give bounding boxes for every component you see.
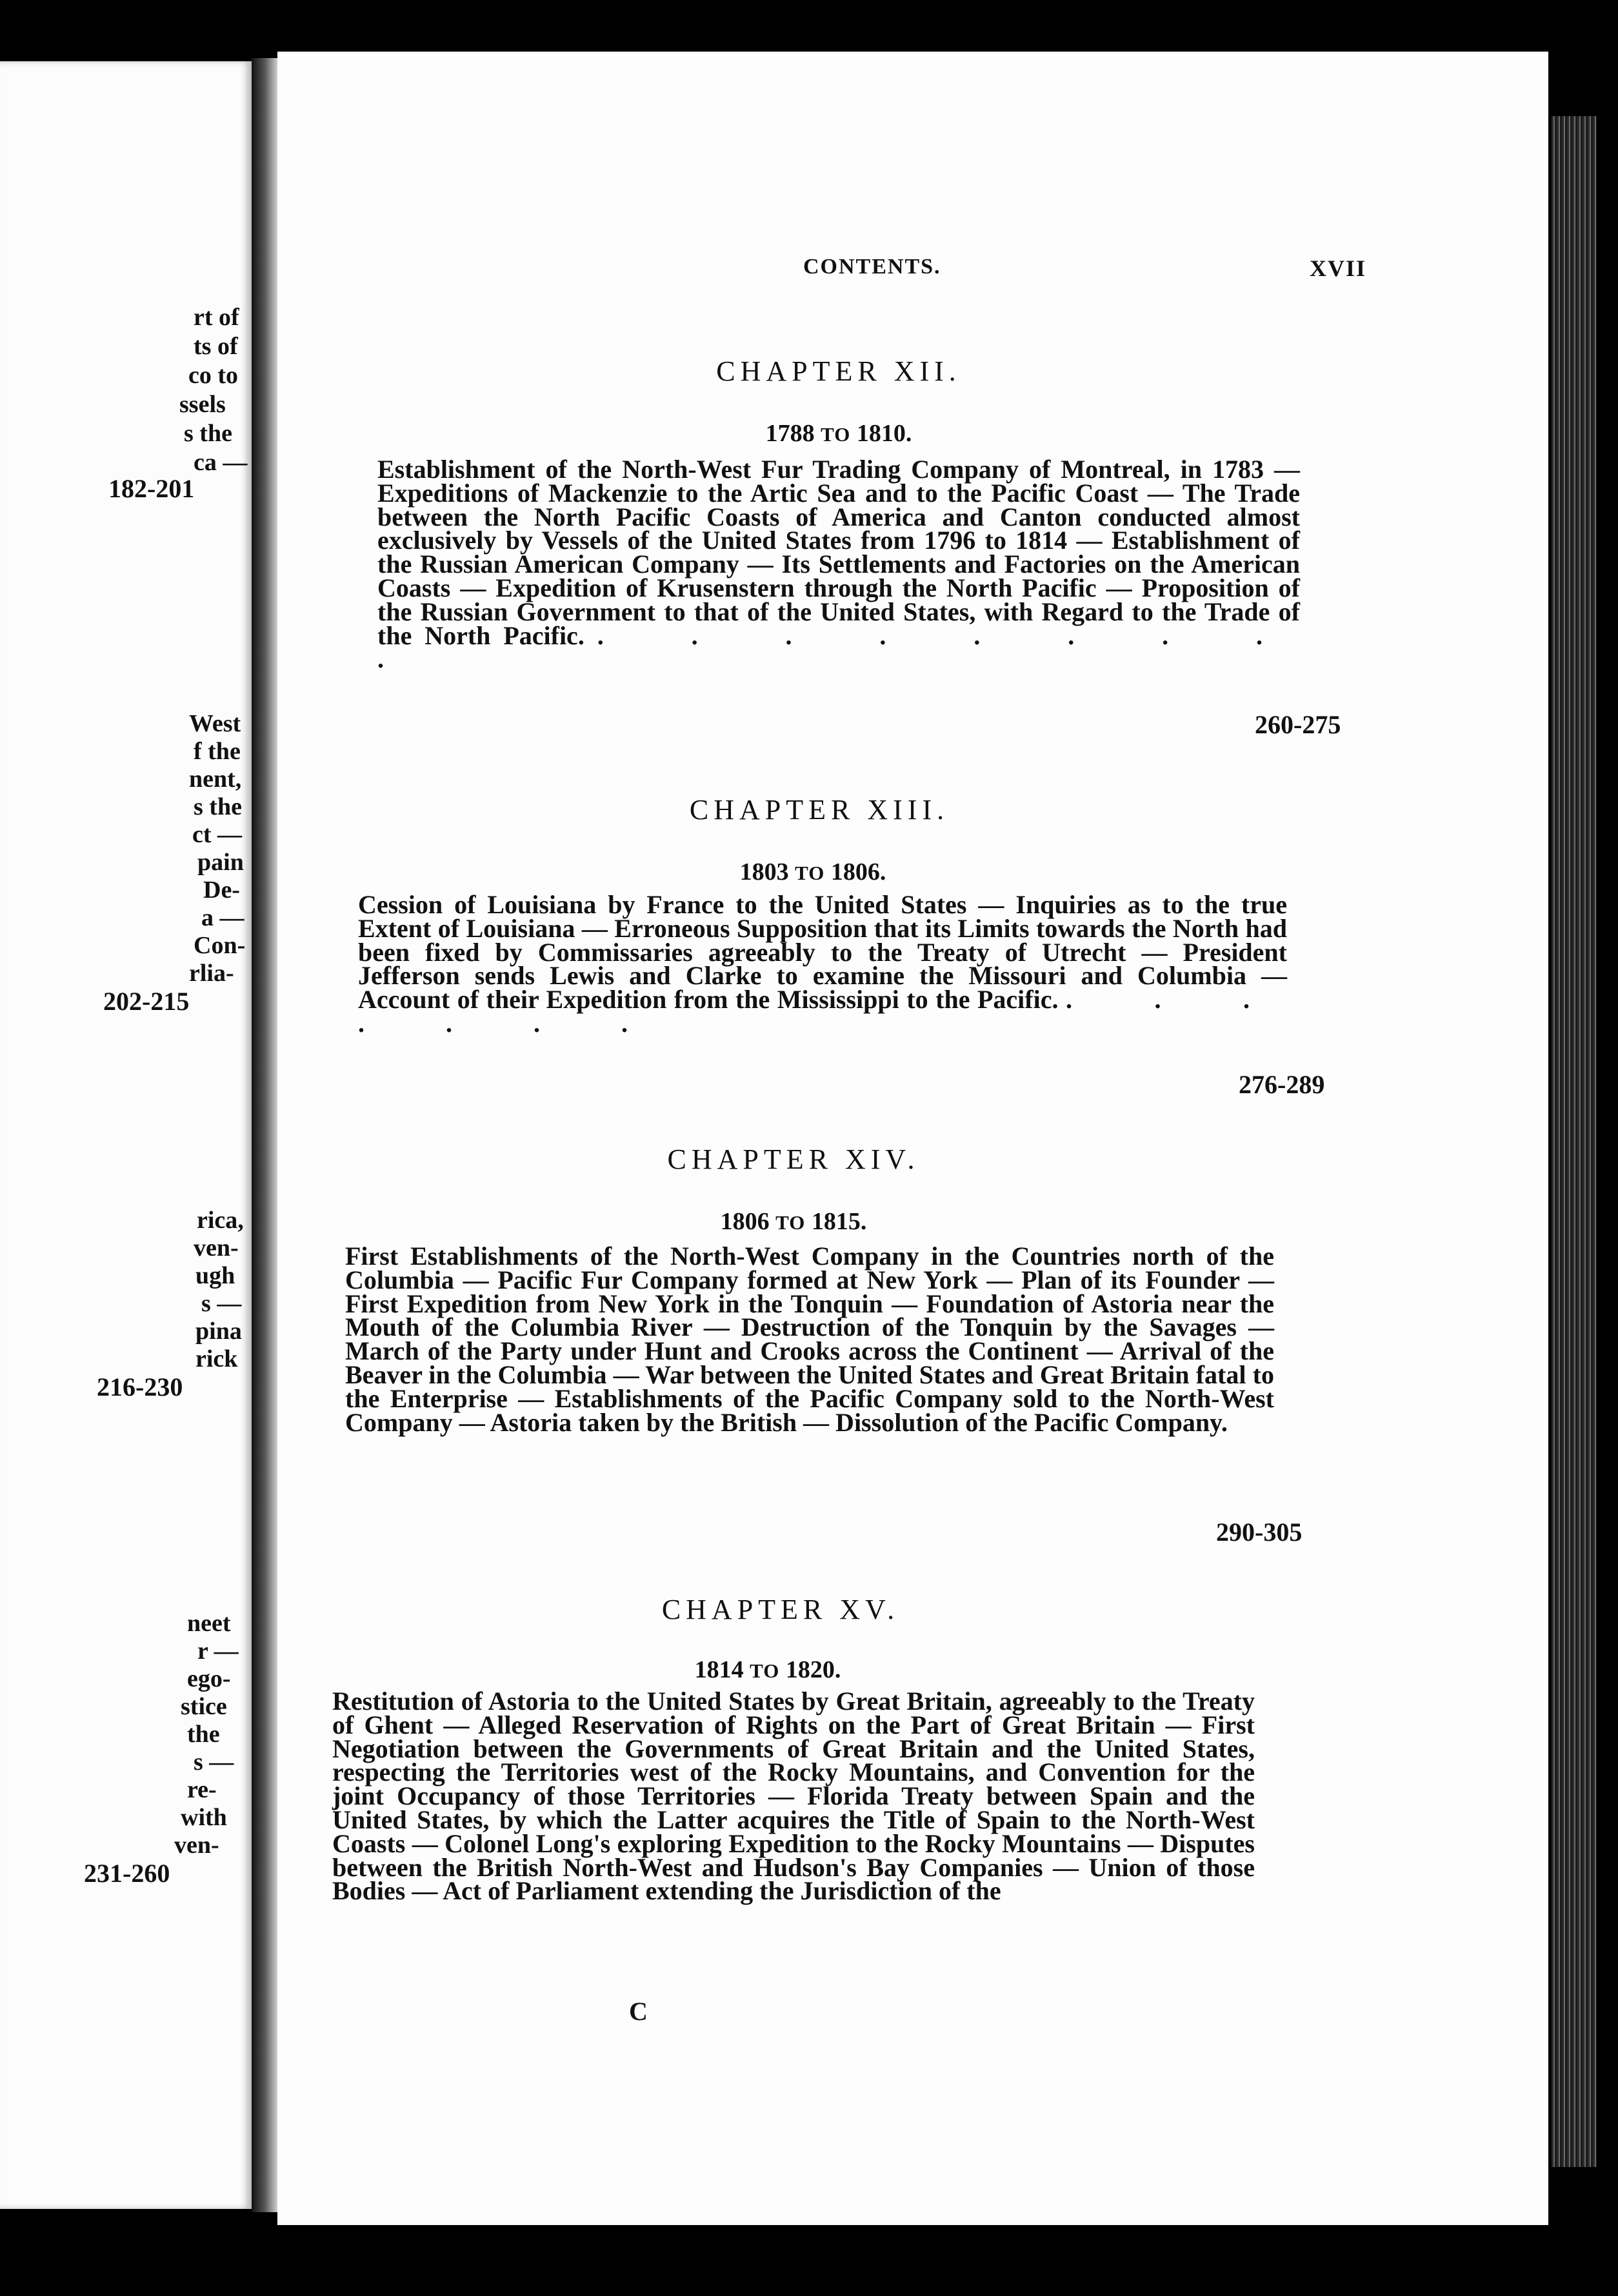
chapter-title: CHAPTER XII. (716, 355, 961, 387)
chapter-title: CHAPTER XIV. (667, 1143, 920, 1175)
left-page-fragment: De- (203, 876, 240, 904)
left-page-fragment: f the (194, 738, 241, 765)
left-page-fragment: s — (194, 1748, 234, 1776)
left-page-fragment: r — (197, 1638, 239, 1665)
leader-dots: . . . . . . . (358, 985, 1288, 1038)
page-block-edge (1552, 116, 1597, 2167)
years-to: 1806. (830, 858, 886, 886)
left-page-fragment: ven- (174, 1832, 219, 1859)
page-folio: XVII (1310, 255, 1367, 281)
chapter-title: CHAPTER XV. (661, 1594, 900, 1625)
years-to-word: TO (795, 862, 825, 884)
years-to: 1820. (785, 1656, 841, 1683)
left-page-fragment: ugh (195, 1262, 235, 1289)
left-page-fragment: s the (184, 420, 232, 447)
left-page-fragment: the (187, 1721, 220, 1748)
left-page-fragment: pain (197, 849, 244, 876)
left-page-fragment: a — (201, 904, 245, 931)
leader-dots: . . . . . . . . . (377, 620, 1301, 674)
left-page-fragment: 182-201 (108, 474, 195, 503)
left-page-fragment: ego- (187, 1665, 231, 1692)
left-page-fragment: co to (188, 362, 239, 389)
left-page-fragment: ven- (194, 1234, 239, 1262)
left-page-fragment: nent, (189, 766, 242, 793)
left-page-fragment: neet (187, 1610, 231, 1637)
left-page-fragment: with (181, 1804, 227, 1831)
signature-mark: C (629, 1997, 648, 2026)
left-page-fragment: s the (194, 793, 242, 820)
left-page-fragment: Con- (194, 932, 246, 959)
left-page-fragment: s — (201, 1290, 242, 1317)
left-page-fragment: 231-260 (84, 1859, 170, 1888)
years-to: 1810. (856, 420, 912, 447)
chapter-pages: 276-289 (1239, 1070, 1325, 1099)
years-to: 1815. (811, 1208, 867, 1235)
left-page-fragment: ct — (192, 821, 243, 848)
left-page-fragment: rick (195, 1345, 238, 1372)
chapter-years (555, 858, 1071, 886)
years-to-word: TO (750, 1659, 780, 1682)
years-to-word: TO (775, 1211, 806, 1234)
running-head: CONTENTS. (803, 255, 941, 279)
chapter-years (581, 419, 1097, 448)
left-page-fragment: ts of (194, 333, 238, 360)
left-page-fragment: pina (195, 1318, 242, 1345)
left-page-fragment: 216-230 (97, 1372, 183, 1401)
left-page-fragment: stice (181, 1693, 227, 1720)
chapter-summary: Restitution of Astoria to the United States by Great Britain, agreeably to the Treaty of Ghent — Alleged Reservation of Rights on the Part of Great Britain — First Negotiation between the Governments of Great Britain and the United States, respecting the Territories west of the Rocky Mountains, and Convention for the joint Occupancy of those Territories — Florida Treaty between Spain and the United States, by which the Latter acquires the Title of Spain to the North-West Coasts — Colonel Long's exploring Expedition to the Rocky Mountains — Disputes between the British North-West and Hudson's Bay Companies — Union of those Bodies — Act of Parliament extending the Jurisdiction of the (332, 1687, 1255, 1906)
chapter-pages: 260-275 (1255, 710, 1341, 739)
years-to-word: TO (821, 423, 851, 446)
chapter-pages: 290-305 (1216, 1518, 1303, 1547)
left-page-fragment: rlia- (189, 960, 234, 987)
left-page-fragment: rt of (194, 304, 239, 331)
left-page-fragment: rica, (197, 1207, 244, 1234)
chapter-title: CHAPTER XIII. (689, 794, 950, 826)
chapter-years (535, 1207, 1052, 1236)
years-from: 1803 (739, 858, 789, 886)
chapter-years (510, 1656, 1026, 1684)
chapter-summary: Cession of Louisiana by France to the United States — Inquiries as to the true Extent of Louisiana — Erroneous Supposition that its Limits towards the North had been fixed by Commissaries agreeably to the Treaty of Utrecht — President Jefferson sends Lewis and Clarke to examine the Missouri and Columbia — Account of their Expedition from the Mississippi to the Pacific. . . . . . . . (358, 890, 1288, 1038)
left-page-fragment: re- (187, 1776, 217, 1803)
chapter-summary: Establishment of the North-West Fur Trading Company of Montreal, in 1783 — Expeditions of Mackenzie to the Artic Sea and to the Pacific Coast — The Trade between the North Pacific Coasts of America and Canton conducted almost exclusively by Vessels of the United States from 1796 to 1814 — Establishment of the Russian American Company — Its Settlements and Factories on the American Coasts — Expedition of Krusenstern through the North Pacific — Proposition of the Russian Government to that of the United States, with Regard to the Trade of the North Pacific. . . . . . . . . . (377, 455, 1301, 674)
years-from: 1788 (765, 420, 815, 447)
years-from: 1806 (720, 1208, 770, 1235)
left-page-fragment: West (189, 710, 241, 737)
left-page-fragment: ca — (194, 449, 248, 476)
left-page-fragment: ssels (179, 391, 226, 418)
chapter-summary: First Establishments of the North-West Company in the Countries north of the Columbia — Pacific Fur Company formed at New York — Plan of its Founder — First Expedition from New York in the Tonquin — Foundation of Astoria near the Mouth of the Columbia River — Destruction of the Tonquin by the Savages — March of the Party under Hunt and Crooks across the Continent — Arrival of the Beaver in the Columbia — War between the United States and Great Britain fatal to the Enterprise — Establishments of the Pacific Company sold to the North-West Company — Astoria taken by the British — Dissolution of the Pacific Company. (345, 1242, 1274, 1437)
years-from: 1814 (694, 1656, 744, 1683)
left-page-fragment: 202-215 (103, 987, 190, 1016)
